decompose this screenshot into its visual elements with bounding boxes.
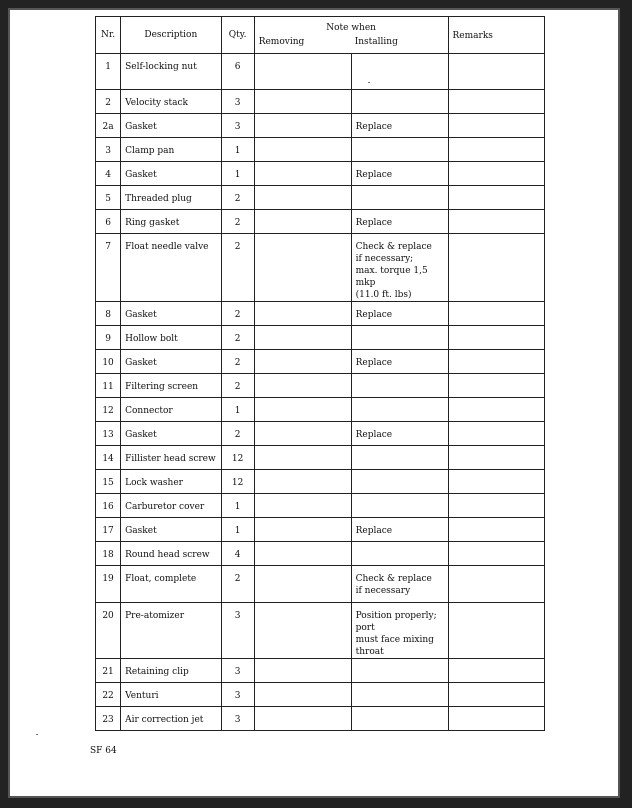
note-installing xyxy=(351,707,448,731)
part-number: 13 xyxy=(96,422,121,446)
part-remarks xyxy=(448,326,544,350)
part-remarks xyxy=(448,234,544,302)
part-number: 15 xyxy=(96,470,121,494)
table-row xyxy=(96,518,545,542)
part-remarks xyxy=(448,494,544,518)
table-row xyxy=(96,422,545,446)
part-description: Gasket xyxy=(121,162,221,186)
part-quantity: 2 xyxy=(221,210,254,234)
table-row xyxy=(96,114,545,138)
part-quantity: 2 xyxy=(221,374,254,398)
header-removing: Removing xyxy=(258,37,305,47)
note-removing xyxy=(254,542,351,566)
part-quantity: 2 xyxy=(221,186,254,210)
header-remarks xyxy=(448,17,544,54)
part-remarks xyxy=(448,603,544,659)
table-row xyxy=(96,54,545,90)
part-remarks xyxy=(448,446,544,470)
part-description: Pre-atomizer xyxy=(121,603,221,659)
table-row xyxy=(96,138,545,162)
table-row xyxy=(96,326,545,350)
note-removing xyxy=(254,54,351,90)
part-quantity: 2 xyxy=(221,566,254,603)
part-number: 14 xyxy=(96,446,121,470)
note-installing: Replace xyxy=(351,422,448,446)
part-remarks xyxy=(448,186,544,210)
part-description: Float needle valve xyxy=(121,234,221,302)
note-removing xyxy=(254,326,351,350)
note-installing xyxy=(351,446,448,470)
part-number: 20 xyxy=(96,603,121,659)
part-remarks xyxy=(448,518,544,542)
note-installing: Check & replace if necessary; max. torque 1,5 mkp (11.0 ft. lbs) xyxy=(351,234,448,302)
part-description: Carburetor cover xyxy=(121,494,221,518)
table-row xyxy=(96,234,545,302)
note-removing xyxy=(254,162,351,186)
part-remarks xyxy=(448,707,544,731)
table-row xyxy=(96,374,545,398)
note-installing: Check & replace if necessary xyxy=(351,566,448,603)
part-number: 9 xyxy=(96,326,121,350)
part-quantity: 3 xyxy=(221,603,254,659)
part-quantity: 1 xyxy=(221,518,254,542)
speck-mark xyxy=(368,82,370,83)
part-quantity: 1 xyxy=(221,398,254,422)
part-quantity: 2 xyxy=(221,422,254,446)
part-number: 22 xyxy=(96,683,121,707)
part-quantity: 1 xyxy=(221,138,254,162)
note-installing xyxy=(351,90,448,114)
note-removing xyxy=(254,683,351,707)
speck-mark xyxy=(36,734,38,735)
note-removing xyxy=(254,470,351,494)
table-row xyxy=(96,542,545,566)
table-row xyxy=(96,446,545,470)
part-number: 21 xyxy=(96,659,121,683)
part-remarks xyxy=(448,398,544,422)
part-quantity: 1 xyxy=(221,162,254,186)
part-description: Fillister head screw xyxy=(121,446,221,470)
part-description: Self-locking nut xyxy=(121,54,221,90)
table-row xyxy=(96,494,545,518)
parts-table xyxy=(95,16,545,731)
part-description: Gasket xyxy=(121,302,221,326)
part-number: 23 xyxy=(96,707,121,731)
part-remarks xyxy=(448,162,544,186)
part-quantity: 12 xyxy=(221,446,254,470)
part-number: 6 xyxy=(96,210,121,234)
note-installing xyxy=(351,374,448,398)
part-number: 19 xyxy=(96,566,121,603)
table-body xyxy=(96,54,545,731)
note-installing xyxy=(351,683,448,707)
page-code: SF 64 xyxy=(90,746,117,756)
part-remarks xyxy=(448,422,544,446)
part-description: Clamp pan xyxy=(121,138,221,162)
part-quantity: 2 xyxy=(221,326,254,350)
part-remarks xyxy=(448,374,544,398)
note-removing xyxy=(254,350,351,374)
part-remarks xyxy=(448,114,544,138)
note-removing xyxy=(254,302,351,326)
note-installing xyxy=(351,138,448,162)
note-installing xyxy=(351,494,448,518)
part-remarks xyxy=(448,542,544,566)
note-installing: Position properly; port must face mixing throat xyxy=(351,603,448,659)
table-header xyxy=(96,17,545,54)
part-quantity: 3 xyxy=(221,114,254,138)
table-row xyxy=(96,210,545,234)
note-removing xyxy=(254,603,351,659)
part-quantity: 3 xyxy=(221,659,254,683)
part-description: Float, complete xyxy=(121,566,221,603)
note-removing xyxy=(254,210,351,234)
note-installing xyxy=(351,398,448,422)
table-row xyxy=(96,186,545,210)
part-quantity: 1 xyxy=(221,494,254,518)
note-installing: Replace xyxy=(351,518,448,542)
part-number: 7 xyxy=(96,234,121,302)
note-removing xyxy=(254,566,351,603)
part-remarks xyxy=(448,566,544,603)
note-removing xyxy=(254,398,351,422)
header-nr: Nr. xyxy=(96,17,121,54)
note-installing xyxy=(351,470,448,494)
note-removing xyxy=(254,707,351,731)
part-description: Hollow bolt xyxy=(121,326,221,350)
part-number: 17 xyxy=(96,518,121,542)
note-installing xyxy=(351,54,448,90)
part-quantity: 2 xyxy=(221,350,254,374)
note-removing xyxy=(254,114,351,138)
note-installing: Replace xyxy=(351,350,448,374)
part-description: Retaining clip xyxy=(121,659,221,683)
part-remarks xyxy=(448,302,544,326)
part-description: Round head screw xyxy=(121,542,221,566)
part-description: Filtering screen xyxy=(121,374,221,398)
part-description: Gasket xyxy=(121,114,221,138)
part-description: Velocity stack xyxy=(121,90,221,114)
note-removing xyxy=(254,422,351,446)
note-removing xyxy=(254,446,351,470)
note-removing xyxy=(254,659,351,683)
table-row xyxy=(96,603,545,659)
part-quantity: 6 xyxy=(221,54,254,90)
note-installing: Replace xyxy=(351,114,448,138)
part-description: Ring gasket xyxy=(121,210,221,234)
note-removing xyxy=(254,138,351,162)
part-remarks xyxy=(448,659,544,683)
part-description: Gasket xyxy=(121,422,221,446)
table-row xyxy=(96,707,545,731)
header-remarks-label: Remarks xyxy=(452,31,493,41)
part-quantity: 2 xyxy=(221,302,254,326)
header-note-when xyxy=(254,17,448,54)
part-description: Threaded plug xyxy=(121,186,221,210)
table-row xyxy=(96,398,545,422)
note-removing xyxy=(254,234,351,302)
note-removing xyxy=(254,186,351,210)
table-row xyxy=(96,90,545,114)
part-number: 5 xyxy=(96,186,121,210)
part-quantity: 3 xyxy=(221,683,254,707)
table-row xyxy=(96,659,545,683)
part-description: Venturi xyxy=(121,683,221,707)
part-remarks xyxy=(448,210,544,234)
note-removing xyxy=(254,90,351,114)
part-remarks xyxy=(448,683,544,707)
note-removing xyxy=(254,518,351,542)
part-number: 1 xyxy=(96,54,121,90)
part-number: 8 xyxy=(96,302,121,326)
part-remarks xyxy=(448,90,544,114)
part-number: 11 xyxy=(96,374,121,398)
part-remarks xyxy=(448,470,544,494)
part-number: 18 xyxy=(96,542,121,566)
part-quantity: 4 xyxy=(221,542,254,566)
part-quantity: 3 xyxy=(221,707,254,731)
part-number: 3 xyxy=(96,138,121,162)
part-number: 2a xyxy=(96,114,121,138)
part-quantity: 3 xyxy=(221,90,254,114)
part-remarks xyxy=(448,138,544,162)
header-note-when-title: Note when xyxy=(326,23,376,33)
part-number: 2 xyxy=(96,90,121,114)
part-number: 12 xyxy=(96,398,121,422)
part-number: 10 xyxy=(96,350,121,374)
note-installing: Replace xyxy=(351,162,448,186)
note-installing xyxy=(351,542,448,566)
note-removing xyxy=(254,494,351,518)
part-description: Connector xyxy=(121,398,221,422)
header-row xyxy=(96,17,545,54)
note-installing xyxy=(351,186,448,210)
part-description: Air correction jet xyxy=(121,707,221,731)
note-installing: Replace xyxy=(351,302,448,326)
part-number: 4 xyxy=(96,162,121,186)
part-number: 16 xyxy=(96,494,121,518)
part-quantity: 2 xyxy=(221,234,254,302)
header-installing: Installing xyxy=(354,37,398,47)
table-row xyxy=(96,350,545,374)
note-installing xyxy=(351,659,448,683)
part-remarks xyxy=(448,350,544,374)
table-row xyxy=(96,683,545,707)
table-row xyxy=(96,470,545,494)
table-row xyxy=(96,566,545,603)
header-qty: Qty. xyxy=(221,17,254,54)
document-page xyxy=(8,8,620,798)
part-description: Lock washer xyxy=(121,470,221,494)
header-description: Description xyxy=(121,17,221,54)
note-removing xyxy=(254,374,351,398)
table-row xyxy=(96,302,545,326)
part-description: Gasket xyxy=(121,350,221,374)
part-quantity: 12 xyxy=(221,470,254,494)
part-description: Gasket xyxy=(121,518,221,542)
note-installing: Replace xyxy=(351,210,448,234)
note-installing xyxy=(351,326,448,350)
table-row xyxy=(96,162,545,186)
part-remarks xyxy=(448,54,544,90)
